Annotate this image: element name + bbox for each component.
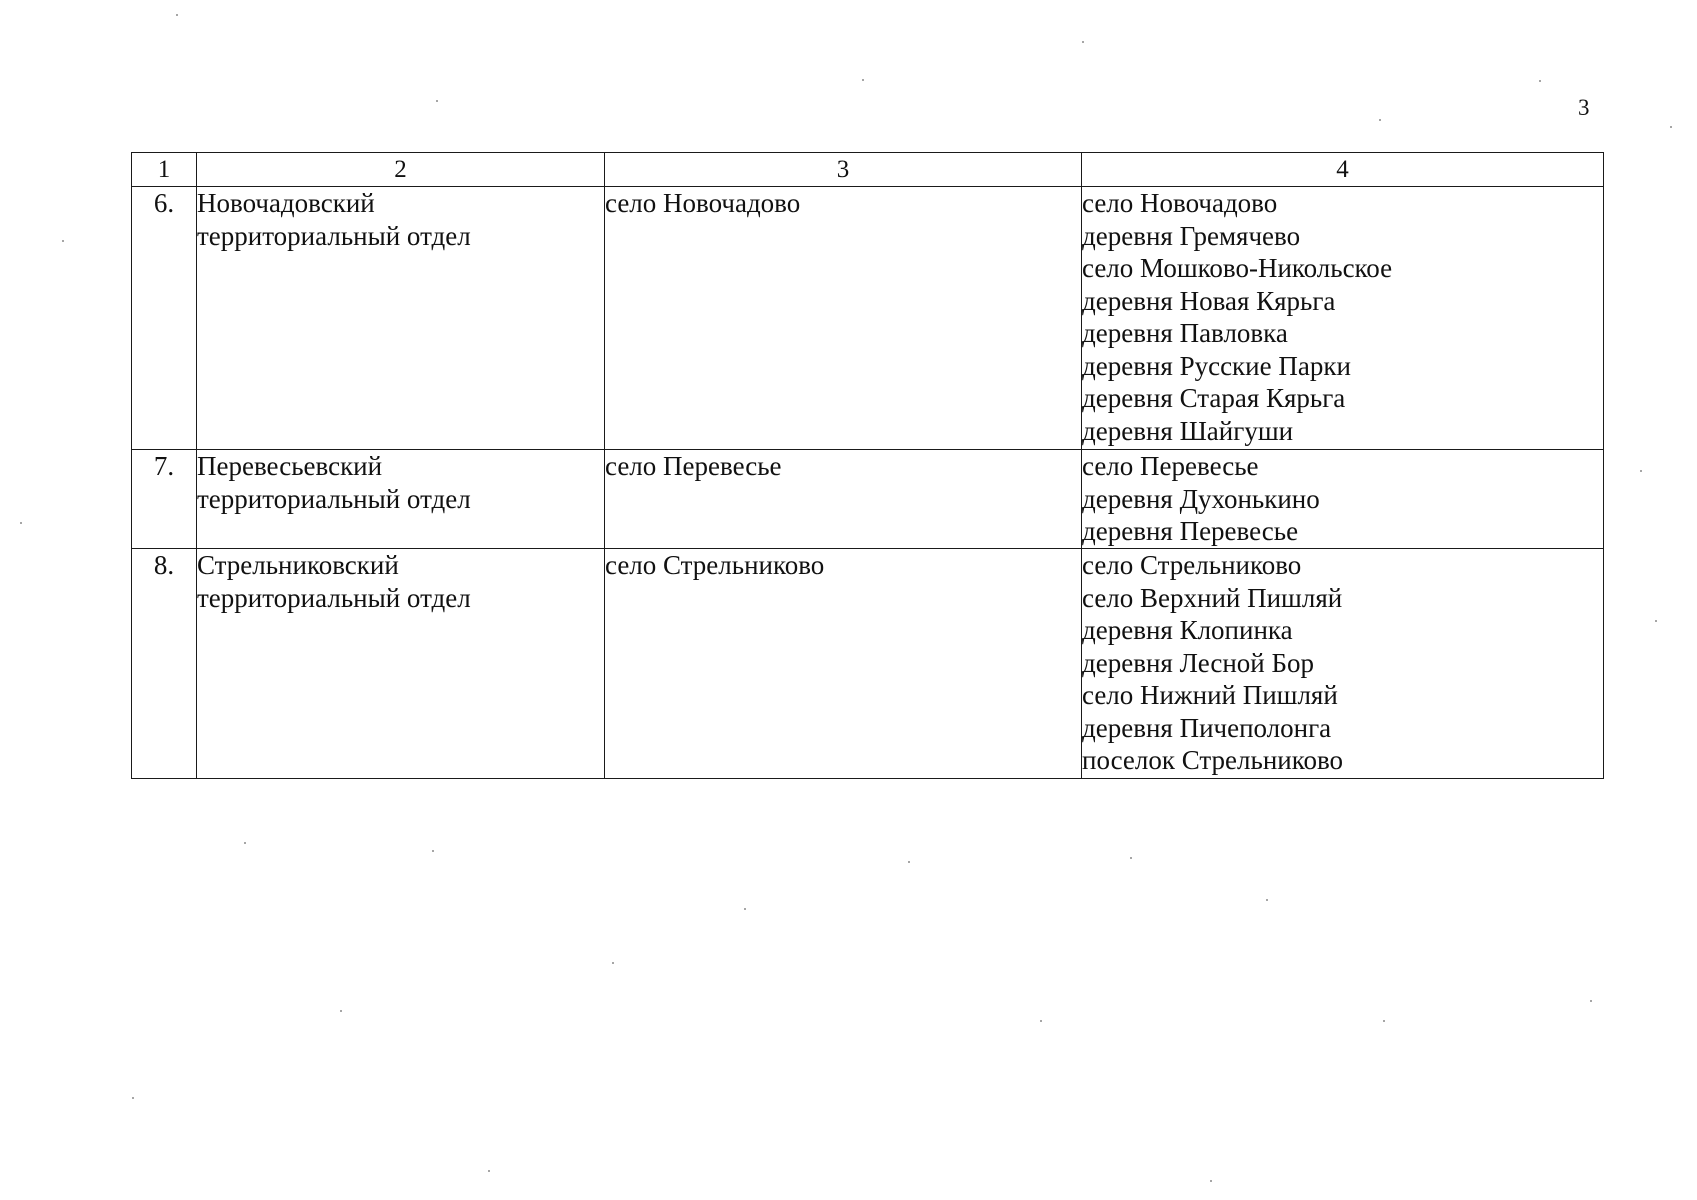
table-header-row: [132, 153, 1604, 187]
settlement-item: деревня Русские Парки: [1082, 350, 1351, 381]
settlements-list: [1082, 549, 1604, 779]
department-name-line: Новочадовский: [197, 188, 375, 218]
department-name-line: территориальный отдел: [197, 483, 471, 514]
scan-speck: [1210, 1180, 1212, 1182]
administrative-center: село Стрельниково: [605, 549, 1082, 779]
settlements-list: [1082, 450, 1604, 549]
scan-speck: [1655, 620, 1657, 622]
scan-speck: [1640, 470, 1642, 472]
column-header-4: 4: [1082, 153, 1604, 187]
row-number: 6.: [132, 187, 197, 450]
settlement-item: деревня Пичеполонга: [1082, 712, 1332, 743]
settlement-item: деревня Старая Кярьга: [1082, 383, 1346, 413]
scan-speck: [244, 842, 246, 844]
scan-speck: [1379, 119, 1381, 121]
column-header-2: 2: [197, 153, 605, 187]
scan-speck: [1130, 857, 1132, 859]
department-name: [197, 450, 605, 549]
row-number: 8.: [132, 549, 197, 779]
settlement-item: деревня Новая Кярьга: [1082, 285, 1336, 316]
department-name: [197, 549, 605, 779]
settlement-item: поселок Стрельниково: [1082, 745, 1344, 775]
administrative-center: село Перевесье: [605, 450, 1082, 549]
scan-speck: [1082, 41, 1084, 43]
scan-speck: [1383, 1020, 1385, 1022]
administrative-center: село Новочадово: [605, 187, 1082, 450]
scan-speck: [488, 1170, 490, 1172]
department-name-line: территориальный отдел: [197, 220, 471, 251]
scan-speck: [1266, 899, 1268, 901]
scan-speck: [862, 79, 864, 81]
department-name-line: Стрельниковский: [197, 550, 399, 580]
settlement-item: деревня Духонькино: [1082, 483, 1320, 514]
settlement-item: деревня Лесной Бор: [1082, 647, 1314, 678]
scan-speck: [176, 14, 178, 16]
settlement-item: деревня Шайгуши: [1082, 415, 1294, 446]
settlement-item: деревня Павловка: [1082, 318, 1288, 348]
settlement-item: деревня Гремячево: [1082, 220, 1301, 251]
department-name: [197, 187, 605, 450]
department-name-line: территориальный отдел: [197, 582, 471, 613]
settlement-item: деревня Перевесье: [1082, 516, 1299, 546]
settlement-item: село Верхний Пишляй: [1082, 582, 1343, 613]
settlement-item: село Нижний Пишляй: [1082, 680, 1338, 710]
scan-speck: [20, 522, 22, 524]
row-number: 7.: [132, 450, 197, 549]
table-row: [132, 450, 1604, 549]
column-header-1: 1: [132, 153, 197, 187]
scan-speck: [1539, 80, 1541, 82]
page-number: 3: [1578, 95, 1590, 120]
table-row: [132, 187, 1604, 450]
column-header-3: 3: [605, 153, 1082, 187]
scan-speck: [132, 1097, 134, 1099]
settlement-item: село Новочадово: [1082, 188, 1278, 218]
scan-speck: [612, 962, 614, 964]
scan-speck: [340, 1010, 342, 1012]
settlement-item: село Перевесье: [1082, 451, 1259, 481]
settlement-item: село Мошково-Никольское: [1082, 253, 1393, 283]
scan-speck: [62, 240, 64, 242]
settlement-item: село Стрельниково: [1082, 550, 1302, 580]
department-name-line: Перевесьевский: [197, 451, 383, 481]
territorial-departments-table: [131, 152, 1604, 779]
scan-speck: [744, 908, 746, 910]
scan-speck: [432, 850, 434, 852]
scan-speck: [436, 100, 438, 102]
settlements-list: [1082, 187, 1604, 450]
scan-speck: [1040, 1020, 1042, 1022]
scan-speck: [1670, 126, 1672, 128]
settlement-item: деревня Клопинка: [1082, 615, 1293, 645]
scan-speck: [908, 861, 910, 863]
scan-speck: [1590, 1000, 1592, 1002]
table-row: [132, 549, 1604, 779]
